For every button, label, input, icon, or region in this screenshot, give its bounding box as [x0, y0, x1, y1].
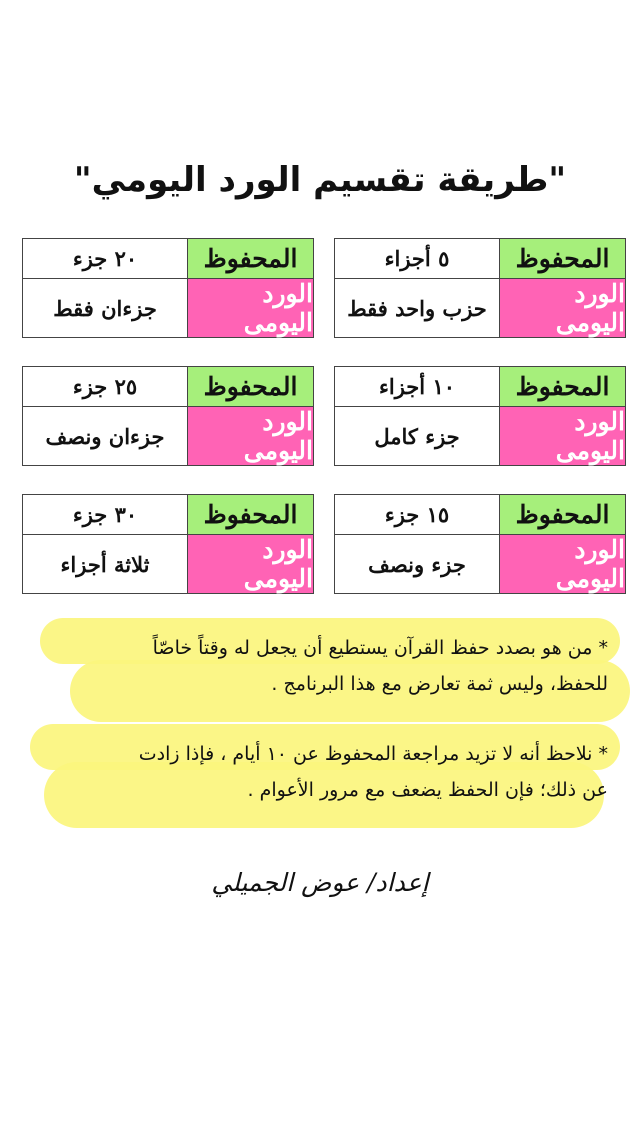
- daily-label: الورد اليومى: [187, 535, 313, 593]
- card-5-parts: [334, 238, 626, 338]
- memorized-value: ٣٠ جزء: [23, 495, 187, 534]
- division-table: [22, 238, 626, 598]
- card-30-parts: [22, 494, 314, 594]
- author-signature: إعداد/ عوض الجميلي: [211, 868, 429, 897]
- memorized-row: [23, 495, 313, 534]
- daily-label: الورد اليومى: [187, 407, 313, 465]
- note-2: [28, 736, 608, 808]
- memorized-value: ١٠ أجزاء: [335, 367, 499, 406]
- memorized-value: ٥ أجزاء: [335, 239, 499, 278]
- notes-section: [30, 612, 620, 834]
- memorized-label: المحفوظ: [499, 495, 625, 534]
- memorized-label: المحفوظ: [499, 367, 625, 406]
- memorized-row: [23, 239, 313, 278]
- note-2-line-1: * نلاحظ أنه لا تزيد مراجعة المحفوظ عن ١٠ أيام ، فإذا زادت: [138, 743, 608, 765]
- memorized-row: [335, 495, 625, 534]
- card-15-parts: [334, 494, 626, 594]
- daily-row: [335, 278, 625, 337]
- daily-label: الورد اليومى: [187, 279, 313, 337]
- daily-row: [23, 406, 313, 465]
- daily-value: جزءان فقط: [23, 279, 187, 337]
- daily-value: حزب واحد فقط: [335, 279, 499, 337]
- daily-value: ثلاثة أجزاء: [23, 535, 187, 593]
- note-1: [28, 630, 608, 702]
- memorized-label: المحفوظ: [187, 239, 313, 278]
- card-10-parts: [334, 366, 626, 466]
- note-2-line-2: عن ذلك؛ فإن الحفظ يضعف مع مرور الأعوام .: [247, 779, 608, 801]
- memorized-label: المحفوظ: [187, 495, 313, 534]
- daily-value: جزءان ونصف: [23, 407, 187, 465]
- daily-row: [335, 534, 625, 593]
- card-25-parts: [22, 366, 314, 466]
- daily-label: الورد اليومى: [499, 535, 625, 593]
- page-title: "طريقة تقسيم الورد اليومي": [73, 160, 567, 200]
- memorized-value: ٢٠ جزء: [23, 239, 187, 278]
- daily-row: [23, 534, 313, 593]
- daily-label: الورد اليومى: [499, 279, 625, 337]
- daily-row: [335, 406, 625, 465]
- note-1-line-2: للحفظ، وليس ثمة تعارض مع هذا البرنامج .: [271, 673, 608, 695]
- memorized-row: [335, 367, 625, 406]
- card-20-parts: [22, 238, 314, 338]
- daily-label: الورد اليومى: [499, 407, 625, 465]
- daily-value: جزء ونصف: [335, 535, 499, 593]
- note-1-line-1: * من هو بصدد حفظ القرآن يستطيع أن يجعل له وقتاً خاصّاً: [152, 637, 608, 659]
- memorized-value: ٢٥ جزء: [23, 367, 187, 406]
- memorized-row: [335, 239, 625, 278]
- memorized-value: ١٥ جزء: [335, 495, 499, 534]
- daily-row: [23, 278, 313, 337]
- memorized-label: المحفوظ: [499, 239, 625, 278]
- memorized-row: [23, 367, 313, 406]
- daily-value: جزء كامل: [335, 407, 499, 465]
- memorized-label: المحفوظ: [187, 367, 313, 406]
